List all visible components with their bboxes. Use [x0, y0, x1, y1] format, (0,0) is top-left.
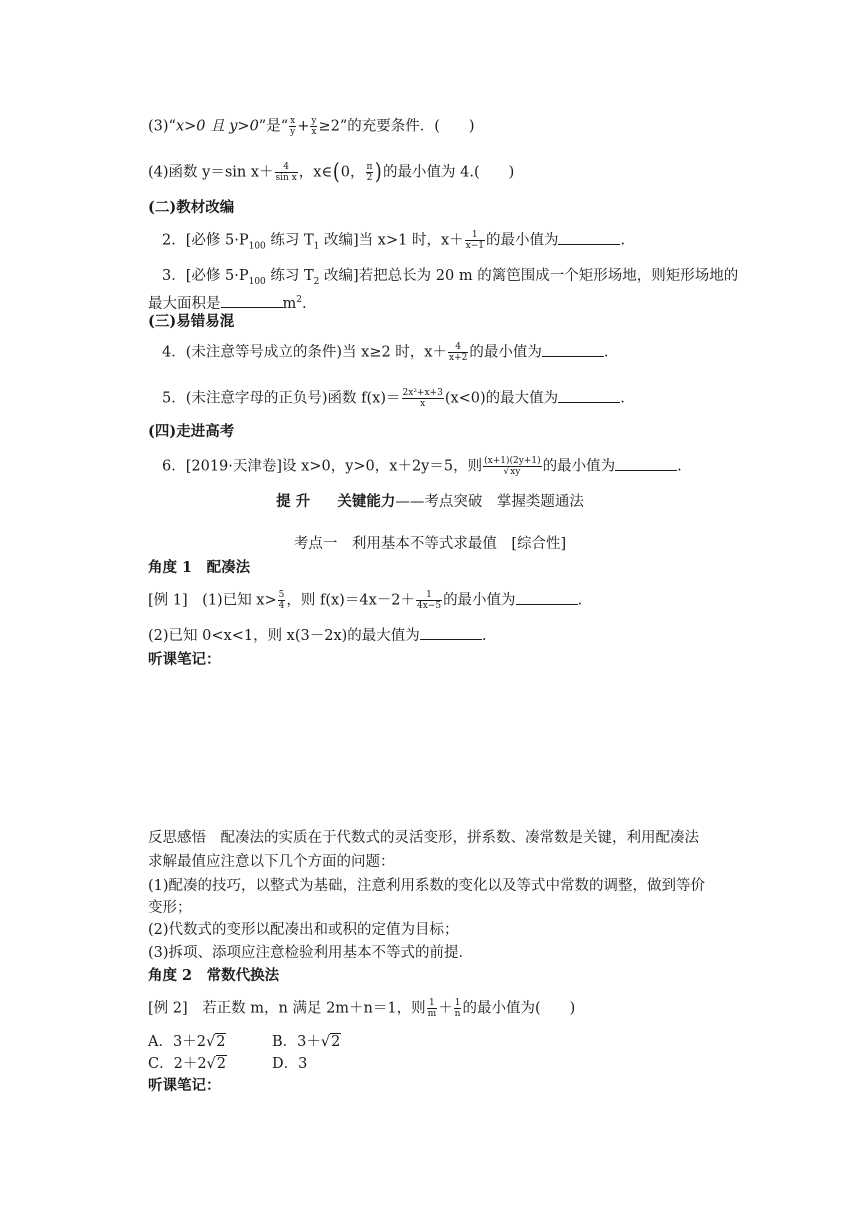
- text: 5．(未注意字母的正负号)函数 f(x)＝: [162, 390, 401, 407]
- reflection-line: 反思感悟 配凑法的实质在于代数式的灵活变形，拼系数、凑常数是关键，利用配凑法: [148, 830, 699, 846]
- fraction: [416, 590, 442, 611]
- example-label: [例 1]: [148, 592, 188, 609]
- numerator: 1: [454, 998, 461, 1008]
- fraction: [454, 998, 462, 1019]
- fraction: [483, 456, 541, 477]
- answer-blank[interactable]: [516, 591, 578, 605]
- radicand: 2: [216, 1056, 227, 1072]
- text: x>0 且 y>0: [175, 118, 259, 135]
- question-4: [148, 159, 708, 185]
- option-a[interactable]: A．3＋2√2: [148, 1034, 226, 1050]
- question-3: [148, 116, 708, 137]
- numerator: 4: [448, 342, 468, 353]
- text: ＋: [438, 1000, 453, 1017]
- text: 的最小值为: [542, 458, 616, 475]
- fraction: [310, 116, 317, 137]
- exercise-3-cont: [148, 290, 708, 314]
- radicand: 2: [216, 1034, 226, 1050]
- fraction: [465, 230, 485, 251]
- denominator: sin x: [275, 173, 297, 183]
- banner-title: 关键能力: [337, 493, 396, 510]
- text: 的最小值为 4.( ): [383, 164, 515, 181]
- subscript: 100: [248, 241, 266, 252]
- angle-heading: 角度 1 配凑法: [148, 559, 251, 576]
- example-2: [148, 998, 708, 1019]
- text: ，x∈: [298, 164, 333, 181]
- denominator: m: [427, 1009, 437, 1019]
- denominator: x: [420, 399, 426, 409]
- text: (4)函数 y＝sin x＋: [148, 164, 274, 181]
- text: 改编]若把总长为 20 m 的篱笆围成一个矩形场地，则矩形场地的: [319, 268, 739, 284]
- section-heading: (三)易错易混: [148, 313, 235, 330]
- paren: (: [333, 159, 340, 185]
- text: +: [297, 118, 310, 135]
- fraction: [289, 116, 296, 137]
- paren: ): [375, 159, 383, 185]
- denominator: x+2: [449, 353, 468, 363]
- exercise-2: 2．[必修 $5\cdot P_{100}$ 练习 $T_1$ 改编]当 x>1 时，x＋ $\frac{1}{x-1}$ 的最小值为 .: [162, 230, 626, 252]
- text: 4．(未注意等号成立的条件)当 x≥2 时，x＋: [162, 344, 447, 361]
- denominator: x: [311, 127, 317, 137]
- options-row-2: [148, 1054, 708, 1074]
- exercise-3: [162, 266, 739, 292]
- text: 的最小值为: [485, 232, 559, 249]
- banner-subtitle: ——考点突破 掌握类题通法: [395, 494, 584, 510]
- example-1-part2: (2)已知 0<x<1，则 x(3－2x)的最大值为 .: [148, 628, 487, 644]
- text: 改编]当 x>1 时，x＋: [319, 232, 464, 249]
- fraction: [402, 388, 444, 409]
- section-heading: (二)教材改编: [148, 199, 235, 216]
- numerator: x: [290, 116, 296, 126]
- text: .: [301, 295, 307, 312]
- answer-blank[interactable]: [420, 626, 482, 640]
- text: ”是“: [258, 118, 289, 135]
- numerator: y: [311, 116, 317, 126]
- text: ≥2”的充要条件．( ): [318, 118, 475, 135]
- fraction: [448, 342, 468, 363]
- fraction: [427, 998, 438, 1019]
- exercise-6: 6．[2019·天津卷]设 x>0，y>0，x＋2y＝5，则 $\frac{(x+1)(2y+1)}{√xy}$ 的最小值为 .: [162, 456, 682, 477]
- text: (1)已知 x>: [202, 592, 277, 609]
- text: (x<0)的最大值为: [444, 390, 559, 407]
- reflection-line: 求解最值应注意以下几个方面的问题：: [148, 854, 395, 870]
- text: 6．[2019·天津卷]设 x>0，y>0，x＋2y＝5，则: [162, 458, 483, 475]
- option-d[interactable]: [272, 1056, 307, 1072]
- superscript: 2: [296, 295, 302, 305]
- answer-blank[interactable]: [615, 457, 677, 471]
- fraction: [278, 590, 286, 611]
- option-label: C．2＋2: [148, 1056, 207, 1072]
- numerator: 1: [465, 230, 485, 241]
- text: 若正数 m，n 满足 2m＋n＝1，则: [202, 1000, 426, 1017]
- numerator: 1: [427, 998, 438, 1009]
- answer-blank[interactable]: [558, 389, 620, 403]
- example-label: [例 2]: [148, 1000, 188, 1017]
- text: 的最小值为: [443, 592, 516, 609]
- exercise-4: 4．(未注意等号成立的条件)当 x≥2 时，x＋ $\frac{4}{x+2}$ 的最小值为 .: [162, 342, 609, 363]
- reflection-line: (1)配凑的技巧，以整式为基础，注意利用系数的变化以及等式中常数的调整，做到等价: [148, 878, 706, 894]
- section-heading: (四)走进高考: [148, 423, 235, 440]
- reflection-line: 变形；: [148, 900, 192, 916]
- unit: m: [282, 295, 297, 312]
- text: ，则 f(x)＝4x－2＋: [286, 592, 415, 609]
- subscript: 1: [313, 241, 320, 252]
- numerator: 4: [275, 162, 298, 173]
- option-label: B．3＋: [272, 1034, 321, 1050]
- notes-heading: 听课笔记：: [148, 1077, 221, 1094]
- denominator: 4: [278, 601, 285, 611]
- answer-blank[interactable]: [558, 231, 620, 245]
- text: 最大面积是: [148, 295, 221, 312]
- denominator: x−1: [465, 241, 484, 251]
- option-label: D．3: [272, 1056, 308, 1072]
- notes-heading: 听课笔记：: [148, 651, 221, 668]
- reflection-line: (2)代数式的变形以配凑出和或积的定值为目标；: [148, 922, 459, 938]
- numerator: (x+1)(2y+1): [484, 456, 541, 466]
- banner-label: 提 升: [276, 493, 311, 510]
- denominator: 2: [366, 173, 373, 183]
- reflection-line: (3)拆项、添项应注意检验利用基本不等式的前提．: [148, 945, 474, 961]
- options-row-1: [148, 1032, 708, 1052]
- example-1: [例 1] (1)已知 x> $\frac{5}{4}$ ，则 f(x)＝4x－2＋ $\frac{1}{4x-5}$ 的最小值为 .: [148, 590, 583, 611]
- section-banner: [0, 492, 860, 512]
- denominator: y: [290, 127, 296, 137]
- option-c[interactable]: C．2＋2√2: [148, 1056, 227, 1072]
- text: (2)已知 0<x<1，则 x(3－2x)的最大值为: [148, 628, 420, 644]
- kaodian-title: 考点一 利用基本不等式求最值 [综合性]: [293, 536, 567, 552]
- denominator: 4x−5: [416, 601, 442, 611]
- option-b[interactable]: B．3＋√2: [272, 1034, 341, 1050]
- text: 3．[必修 5·P: [162, 268, 249, 284]
- answer-blank[interactable]: [542, 343, 604, 357]
- exercise-5: 5．(未注意字母的正负号)函数 f(x)＝ $\frac{\text{2x²+x+3}}{x}$ (x<0)的最大值为 .: [162, 388, 625, 409]
- radicand: 2: [331, 1034, 341, 1050]
- text: 的最小值为: [469, 344, 542, 361]
- option-label: A．3＋2: [148, 1034, 206, 1050]
- fraction: [275, 162, 298, 183]
- angle-heading: 角度 2 常数代换法: [148, 967, 280, 984]
- radicand: xy: [510, 467, 521, 477]
- text: 2．[必修 5·P: [162, 232, 249, 249]
- text: 0，: [340, 164, 365, 181]
- answer-blank[interactable]: [221, 294, 283, 308]
- numerator: 5: [278, 590, 285, 600]
- text: 练习 T: [265, 268, 314, 284]
- text: (3)“: [148, 118, 176, 135]
- subscript: 100: [248, 276, 266, 287]
- numerator: π: [366, 162, 373, 172]
- numerator: 1: [416, 590, 442, 601]
- numerator: 2x²+x+3: [402, 388, 443, 398]
- text: 的最小值为( ): [462, 1000, 576, 1017]
- subscript: 2: [313, 276, 320, 287]
- text: 练习 T: [265, 232, 314, 249]
- denominator: n: [454, 1009, 461, 1019]
- fraction: [366, 162, 374, 183]
- radical-sign: √: [503, 467, 510, 477]
